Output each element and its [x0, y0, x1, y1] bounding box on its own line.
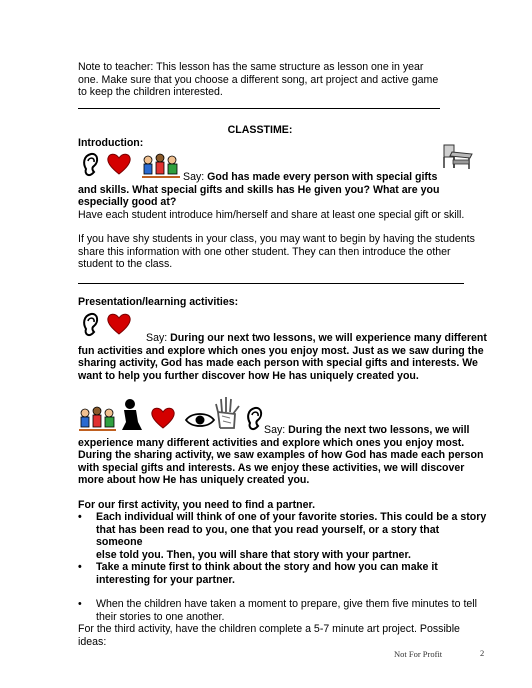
intro-say-block [78, 171, 498, 221]
say-text: with special gifts and interests. As we enjoy these activities, we will discover [78, 461, 465, 474]
say-text: During our next two lessons, we will experience many different [170, 332, 487, 344]
say-text: more about how He has uniquely created you. [78, 474, 310, 487]
first-activity-heading: For our first activity, you need to find a partner. [78, 499, 316, 511]
intro-paragraph: Have each student introduce him/herself and share at least one special gift or skill. [78, 208, 465, 221]
paragraph-line: student to the class. [78, 258, 173, 271]
say-label: Say: [264, 424, 289, 436]
say-text: and skills. What special gifts and skills has He given you? What are you [78, 183, 440, 196]
say-text: fun activities and explore which ones you enjoy most. Just as we saw during the [78, 344, 484, 357]
bullet-line: interesting for your partner. [96, 573, 235, 586]
teacher-note-line: to keep the children interested. [78, 86, 223, 99]
third-activity-paragraph [78, 623, 498, 648]
say-text: sharing activity, God has made each person with special gifts and interests. We [78, 357, 478, 370]
divider [78, 108, 440, 109]
bullet-icon: • [78, 598, 82, 610]
list-item [78, 561, 488, 587]
teacher-note-line: Note to teacher: This lesson has the same structure as lesson one in year [78, 61, 424, 73]
bullet-text [96, 561, 488, 586]
say-text: experience many different activities and explore which ones you enjoy most. [78, 436, 465, 449]
bullet-line: that has been read to you, one that you read yourself, or a story that someone [96, 523, 440, 549]
presentation-say-block-2 [78, 424, 498, 487]
say-line [78, 332, 498, 345]
footer-label: Not For Profit [394, 649, 443, 659]
bullet-text [96, 598, 488, 623]
list-item [78, 511, 488, 561]
presentation-heading: Presentation/learning activities: [78, 296, 239, 308]
bullet-line: else told you. Then, you will share that story with your partner. [96, 548, 411, 561]
school-desk-icon [440, 142, 474, 170]
divider [78, 283, 464, 284]
say-text: God has made every person with special gifts [207, 171, 438, 183]
paragraph-line: If you have shy students in your class, you may want to begin by having the students [78, 233, 475, 245]
bullet-icon: • [78, 511, 82, 523]
say-label: Say: [146, 332, 171, 344]
paragraph-line: share this information with one other student. They can then introduce the other [78, 245, 451, 258]
teacher-note [78, 61, 488, 99]
say-line [78, 424, 498, 437]
bullet-icon: • [78, 561, 82, 573]
page-number: 2 [480, 648, 485, 658]
presentation-say-block-1 [78, 332, 498, 382]
classtime-heading: CLASSTIME: [227, 124, 293, 136]
teacher-note-line: one. Make sure that you choose a different song, art project and active game [78, 73, 439, 86]
say-text: want to help you further discover how He has uniquely created you. [78, 369, 419, 382]
bullet-line: their stories to one another. [96, 610, 225, 623]
say-label: Say: [183, 171, 208, 183]
say-text: During the next two lessons, we will [288, 424, 470, 436]
intro-shy-paragraph [78, 233, 498, 271]
bullet-line: Each individual will think of one of your favorite stories. This could be a story [96, 511, 487, 523]
bullet-line: When the children have taken a moment to prepare, give them five minutes to tell [96, 598, 477, 610]
say-text: During the sharing activity, we saw examples of how God has made each person [78, 449, 484, 462]
introduction-heading: Introduction: [78, 137, 144, 149]
paragraph-line: ideas: [78, 635, 107, 648]
say-text: especially good at? [78, 196, 177, 209]
paragraph-line: For the third activity, have the children complete a 5-7 minute art project. Possible [78, 623, 460, 635]
bullet-line: Take a minute first to think about the story and how you can make it [96, 561, 438, 573]
bullet-text [96, 511, 488, 561]
intro-say-line [78, 171, 498, 184]
list-item [78, 598, 488, 624]
